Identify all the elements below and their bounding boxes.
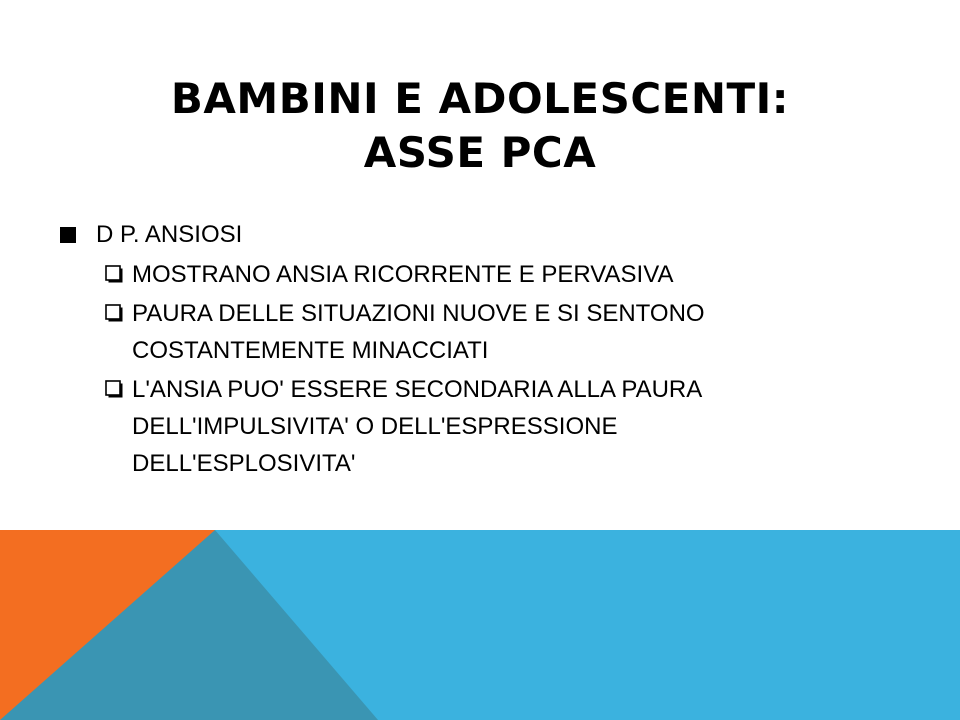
hollow-shadowed-square-icon bbox=[105, 380, 124, 399]
slide-title bbox=[80, 72, 880, 180]
sub-bullet-text: PAURA DELLE SITUAZIONI NUOVE E SI SENTONO COSTANTEMENTE MINACCIATI bbox=[132, 300, 705, 364]
sub-bullet-item bbox=[56, 371, 816, 482]
sub-bullet-item bbox=[56, 256, 816, 293]
hollow-shadowed-square-icon bbox=[105, 304, 124, 323]
slide-title-line-2: ASSE PCA bbox=[363, 128, 597, 177]
bullet-item-level1 bbox=[56, 216, 816, 254]
slide-content bbox=[56, 216, 816, 482]
hollow-shadowed-square-icon bbox=[105, 265, 124, 284]
sub-bullet-text: MOSTRANO ANSIA RICORRENTE E PERVASIVA bbox=[132, 261, 674, 288]
bullet-text: D P. ANSIOSI bbox=[96, 221, 243, 248]
sub-bullet-item bbox=[56, 295, 816, 369]
slide-title-line-1: BAMBINI E ADOLESCENTI: bbox=[170, 74, 790, 123]
sub-bullet-text: L'ANSIA PUO' ESSERE SECONDARIA ALLA PAURA DELL'IMPULSIVITA' O DELL'ESPRESSIONE DELL'ESPLOSIVITA' bbox=[132, 376, 701, 477]
filled-square-icon bbox=[60, 227, 76, 243]
